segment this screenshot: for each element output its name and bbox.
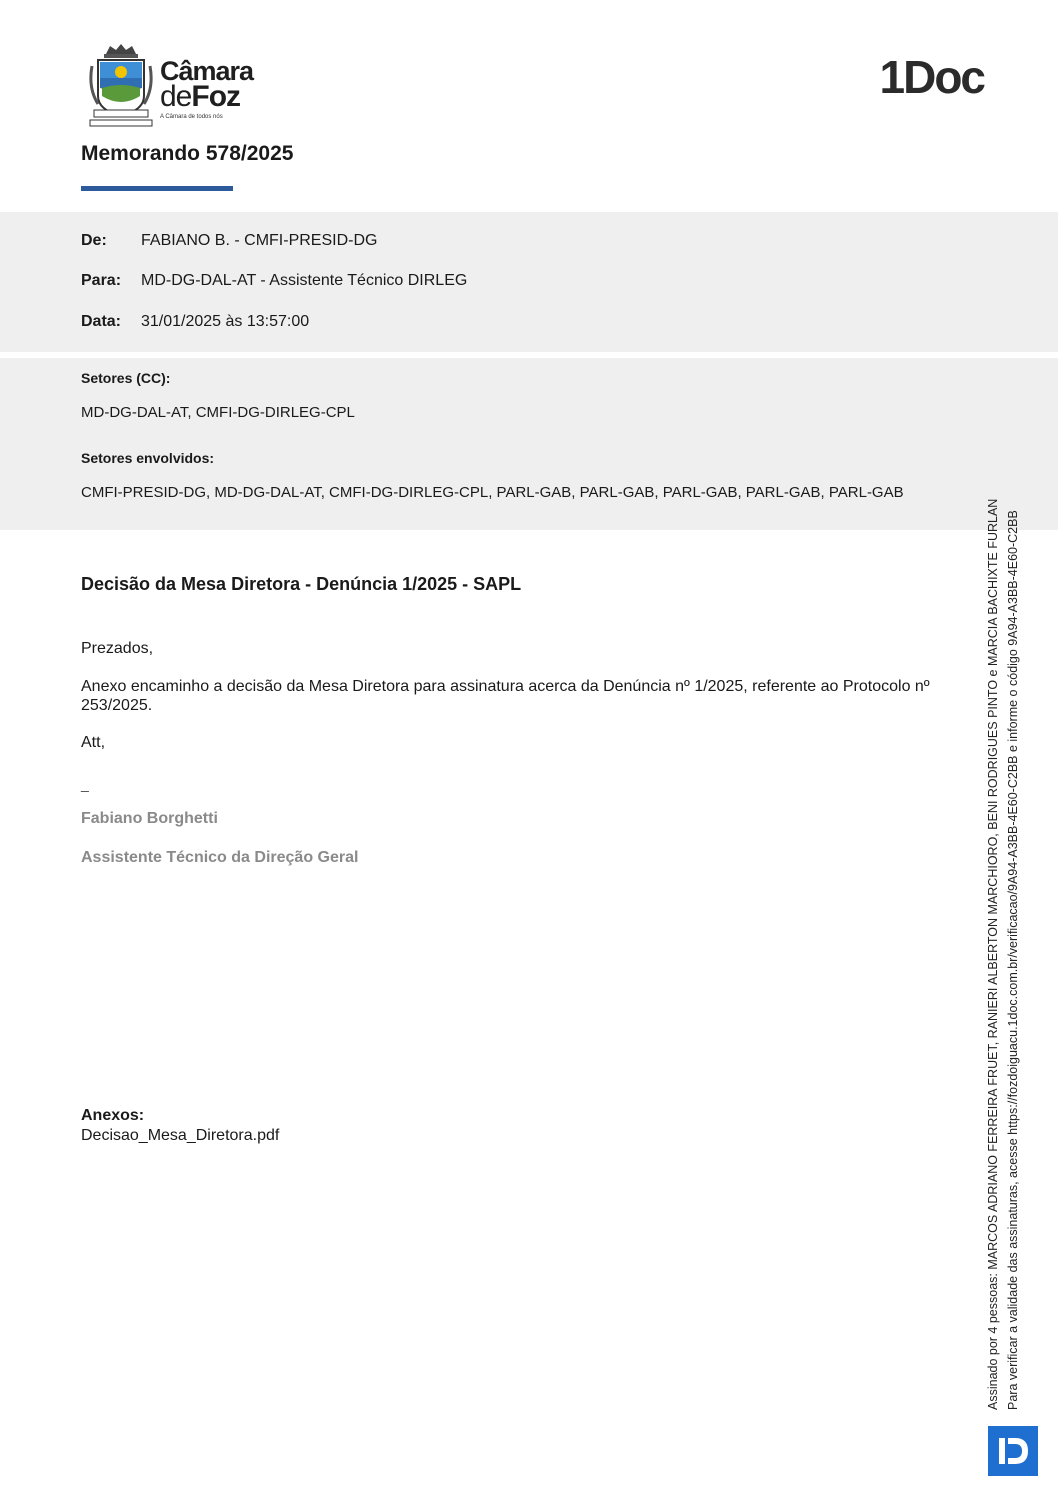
1doc-logo-icon xyxy=(988,1426,1038,1476)
verification-side-text: Para verificar a validade das assinaturas, acesse https://fozdoiguacu.1doc.com.br/verificacao/9A94-A3BB-4E60-C2BB e informe o código 9A94-A3BB-4E60-C2BB xyxy=(1006,510,1020,1410)
from-label: De: xyxy=(81,232,107,249)
attachments-label: Anexos: xyxy=(81,1107,145,1124)
attachment-file-link[interactable]: Decisao_Mesa_Diretora.pdf xyxy=(81,1127,280,1144)
1doc-badge xyxy=(988,1426,1038,1476)
greeting: Prezados, xyxy=(81,640,154,657)
to-row xyxy=(81,272,467,290)
cc-value: MD-DG-DAL-AT, CMFI-DG-DIRLEG-CPL xyxy=(81,404,355,421)
date-value: 31/01/2025 às 13:57:00 xyxy=(141,313,310,330)
title-underline xyxy=(81,186,233,191)
logo-line2 xyxy=(160,82,253,112)
camara-de-foz-logo xyxy=(88,44,268,130)
from-row xyxy=(81,232,377,250)
memo-subject: Decisão da Mesa Diretora - Denúncia 1/2025 - SAPL xyxy=(81,574,522,594)
cc-label: Setores (CC): xyxy=(81,370,171,386)
logo-line1: Câmara xyxy=(160,56,254,86)
signature-dash: _ xyxy=(81,776,89,792)
involved-label: Setores envolvidos: xyxy=(81,450,215,466)
1doc-brand-logo: 1Doc xyxy=(879,51,984,103)
logo-line2-bold: Foz xyxy=(191,80,241,113)
to-label: Para: xyxy=(81,272,122,289)
involved-value: CMFI-PRESID-DG, MD-DG-DAL-AT, CMFI-DG-DIRLEG-CPL, PARL-GAB, PARL-GAB, PARL-GAB, PARL-GAB, PARL-GAB xyxy=(81,484,904,501)
memo-title: Memorando 578/2025 xyxy=(81,142,294,165)
closing: Att, xyxy=(81,734,106,751)
signer-role: Assistente Técnico da Direção Geral xyxy=(81,849,359,866)
logo-line2-light: de xyxy=(160,80,192,113)
signatures-side-text: Assinado por 4 pessoas: MARCOS ADRIANO FERREIRA FRUET, RANIERI ALBERTON MARCHIORO, BENI RODRIGUES PINTO e MARCIA BACHIXTE FURLAN xyxy=(986,498,1000,1410)
date-label: Data: xyxy=(81,313,122,330)
body-paragraph: Anexo encaminho a decisão da Mesa Diretora para assinatura acerca da Denúncia nº 1/2025, referente ao Protocolo nº 253/2025. xyxy=(81,678,930,714)
from-value: FABIANO B. - CMFI-PRESID-DG xyxy=(141,232,378,249)
logo-tagline: A Câmara de todos nós xyxy=(160,114,223,120)
coat-of-arms-icon xyxy=(88,44,154,128)
to-value: MD-DG-DAL-AT - Assistente Técnico DIRLEG xyxy=(141,272,468,289)
date-row xyxy=(81,313,309,331)
logo-wordmark xyxy=(160,58,253,120)
signer-name: Fabiano Borghetti xyxy=(81,810,218,827)
